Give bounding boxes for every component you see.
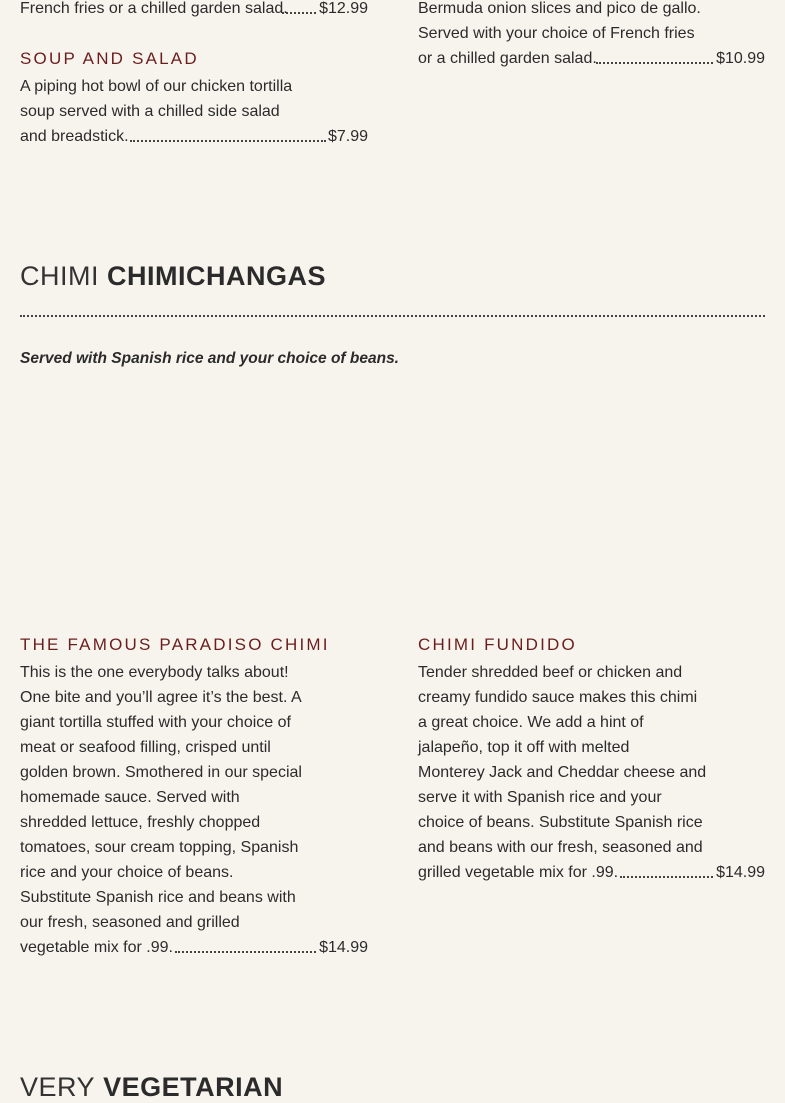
section-title-light: VERY <box>20 1072 96 1102</box>
section-title-very-vegetarian <box>20 1071 283 1103</box>
item-price: $14.99 <box>716 864 765 881</box>
item-price: $7.99 <box>327 128 368 145</box>
item-description-line: Monterey Jack and Cheddar cheese and <box>418 764 707 781</box>
section-title-light: CHIMI <box>20 261 99 291</box>
menu-item-chimi-fundido <box>418 634 765 885</box>
price-leader <box>282 12 316 14</box>
item-title: SOUP AND SALAD <box>20 49 199 68</box>
item-description-line: homemade sauce. Served with <box>20 789 240 806</box>
item-description-line: giant tortilla stuffed with your choice of <box>20 714 291 731</box>
item-description-line: a great choice. We add a hint of <box>418 714 644 731</box>
item-description-line: vegetable mix for .99. <box>20 939 173 956</box>
item-title: THE FAMOUS PARADISO CHIMI <box>20 635 330 654</box>
item-description-line: soup served with a chilled side salad <box>20 103 280 120</box>
item-description-line: golden brown. Smothered in our special <box>20 764 302 781</box>
item-description-line: or a chilled garden salad. <box>418 50 597 67</box>
item-price: $12.99 <box>319 0 368 17</box>
item-description-line: serve it with Spanish rice and your <box>418 789 662 806</box>
item-title: CHIMI FUNDIDO <box>418 635 577 654</box>
menu-item-fragment-right <box>418 0 765 71</box>
item-description-line: jalapeño, top it off with melted <box>418 739 630 756</box>
price-leader <box>130 140 326 142</box>
item-description-line: meat or seafood filling, crisped until <box>20 739 271 756</box>
menu-item-famous-paradiso-chimi <box>20 634 368 960</box>
section-title-chimichangas <box>20 260 326 292</box>
item-description-line: tomatoes, sour cream topping, Spanish <box>20 839 299 856</box>
price-leader <box>175 951 316 953</box>
item-description-line: Bermuda onion slices and pico de gallo. <box>418 0 701 17</box>
section-title-bold: VEGETARIAN <box>103 1072 284 1102</box>
price-leader <box>596 62 713 64</box>
menu-item-fragment-left <box>20 0 368 21</box>
item-price: $10.99 <box>716 50 765 67</box>
item-description-line: choice of beans. Substitute Spanish rice <box>418 814 703 831</box>
item-description-line: This is the one everybody talks about! <box>20 664 289 681</box>
item-description-line: and breadstick. <box>20 128 129 145</box>
menu-item-soup-and-salad <box>20 48 368 149</box>
item-description-line: grilled vegetable mix for .99. <box>418 864 619 881</box>
item-description-line: One bite and you’ll agree it’s the best. A <box>20 689 302 706</box>
item-description-line: rice and your choice of beans. <box>20 864 234 881</box>
item-description-line: Tender shredded beef or chicken and <box>418 664 683 681</box>
item-description-line: our fresh, seasoned and grilled <box>20 914 240 931</box>
item-description-line: shredded lettuce, freshly chopped <box>20 814 261 831</box>
price-leader <box>620 876 713 878</box>
section-title-bold: CHIMICHANGAS <box>107 261 327 291</box>
item-description-line: Served with your choice of French fries <box>418 25 695 42</box>
item-description-line: and beans with our fresh, seasoned and <box>418 839 703 856</box>
item-price: $14.99 <box>319 939 368 956</box>
item-description-line: creamy fundido sauce makes this chimi <box>418 689 698 706</box>
section-note: Served with Spanish rice and your choice of beans. <box>20 350 399 367</box>
item-description-line: A piping hot bowl of our chicken tortilla <box>20 78 293 95</box>
item-description-line: Substitute Spanish rice and beans with <box>20 889 296 906</box>
section-divider <box>20 315 765 317</box>
item-description: French fries or a chilled garden salad. <box>20 0 288 17</box>
